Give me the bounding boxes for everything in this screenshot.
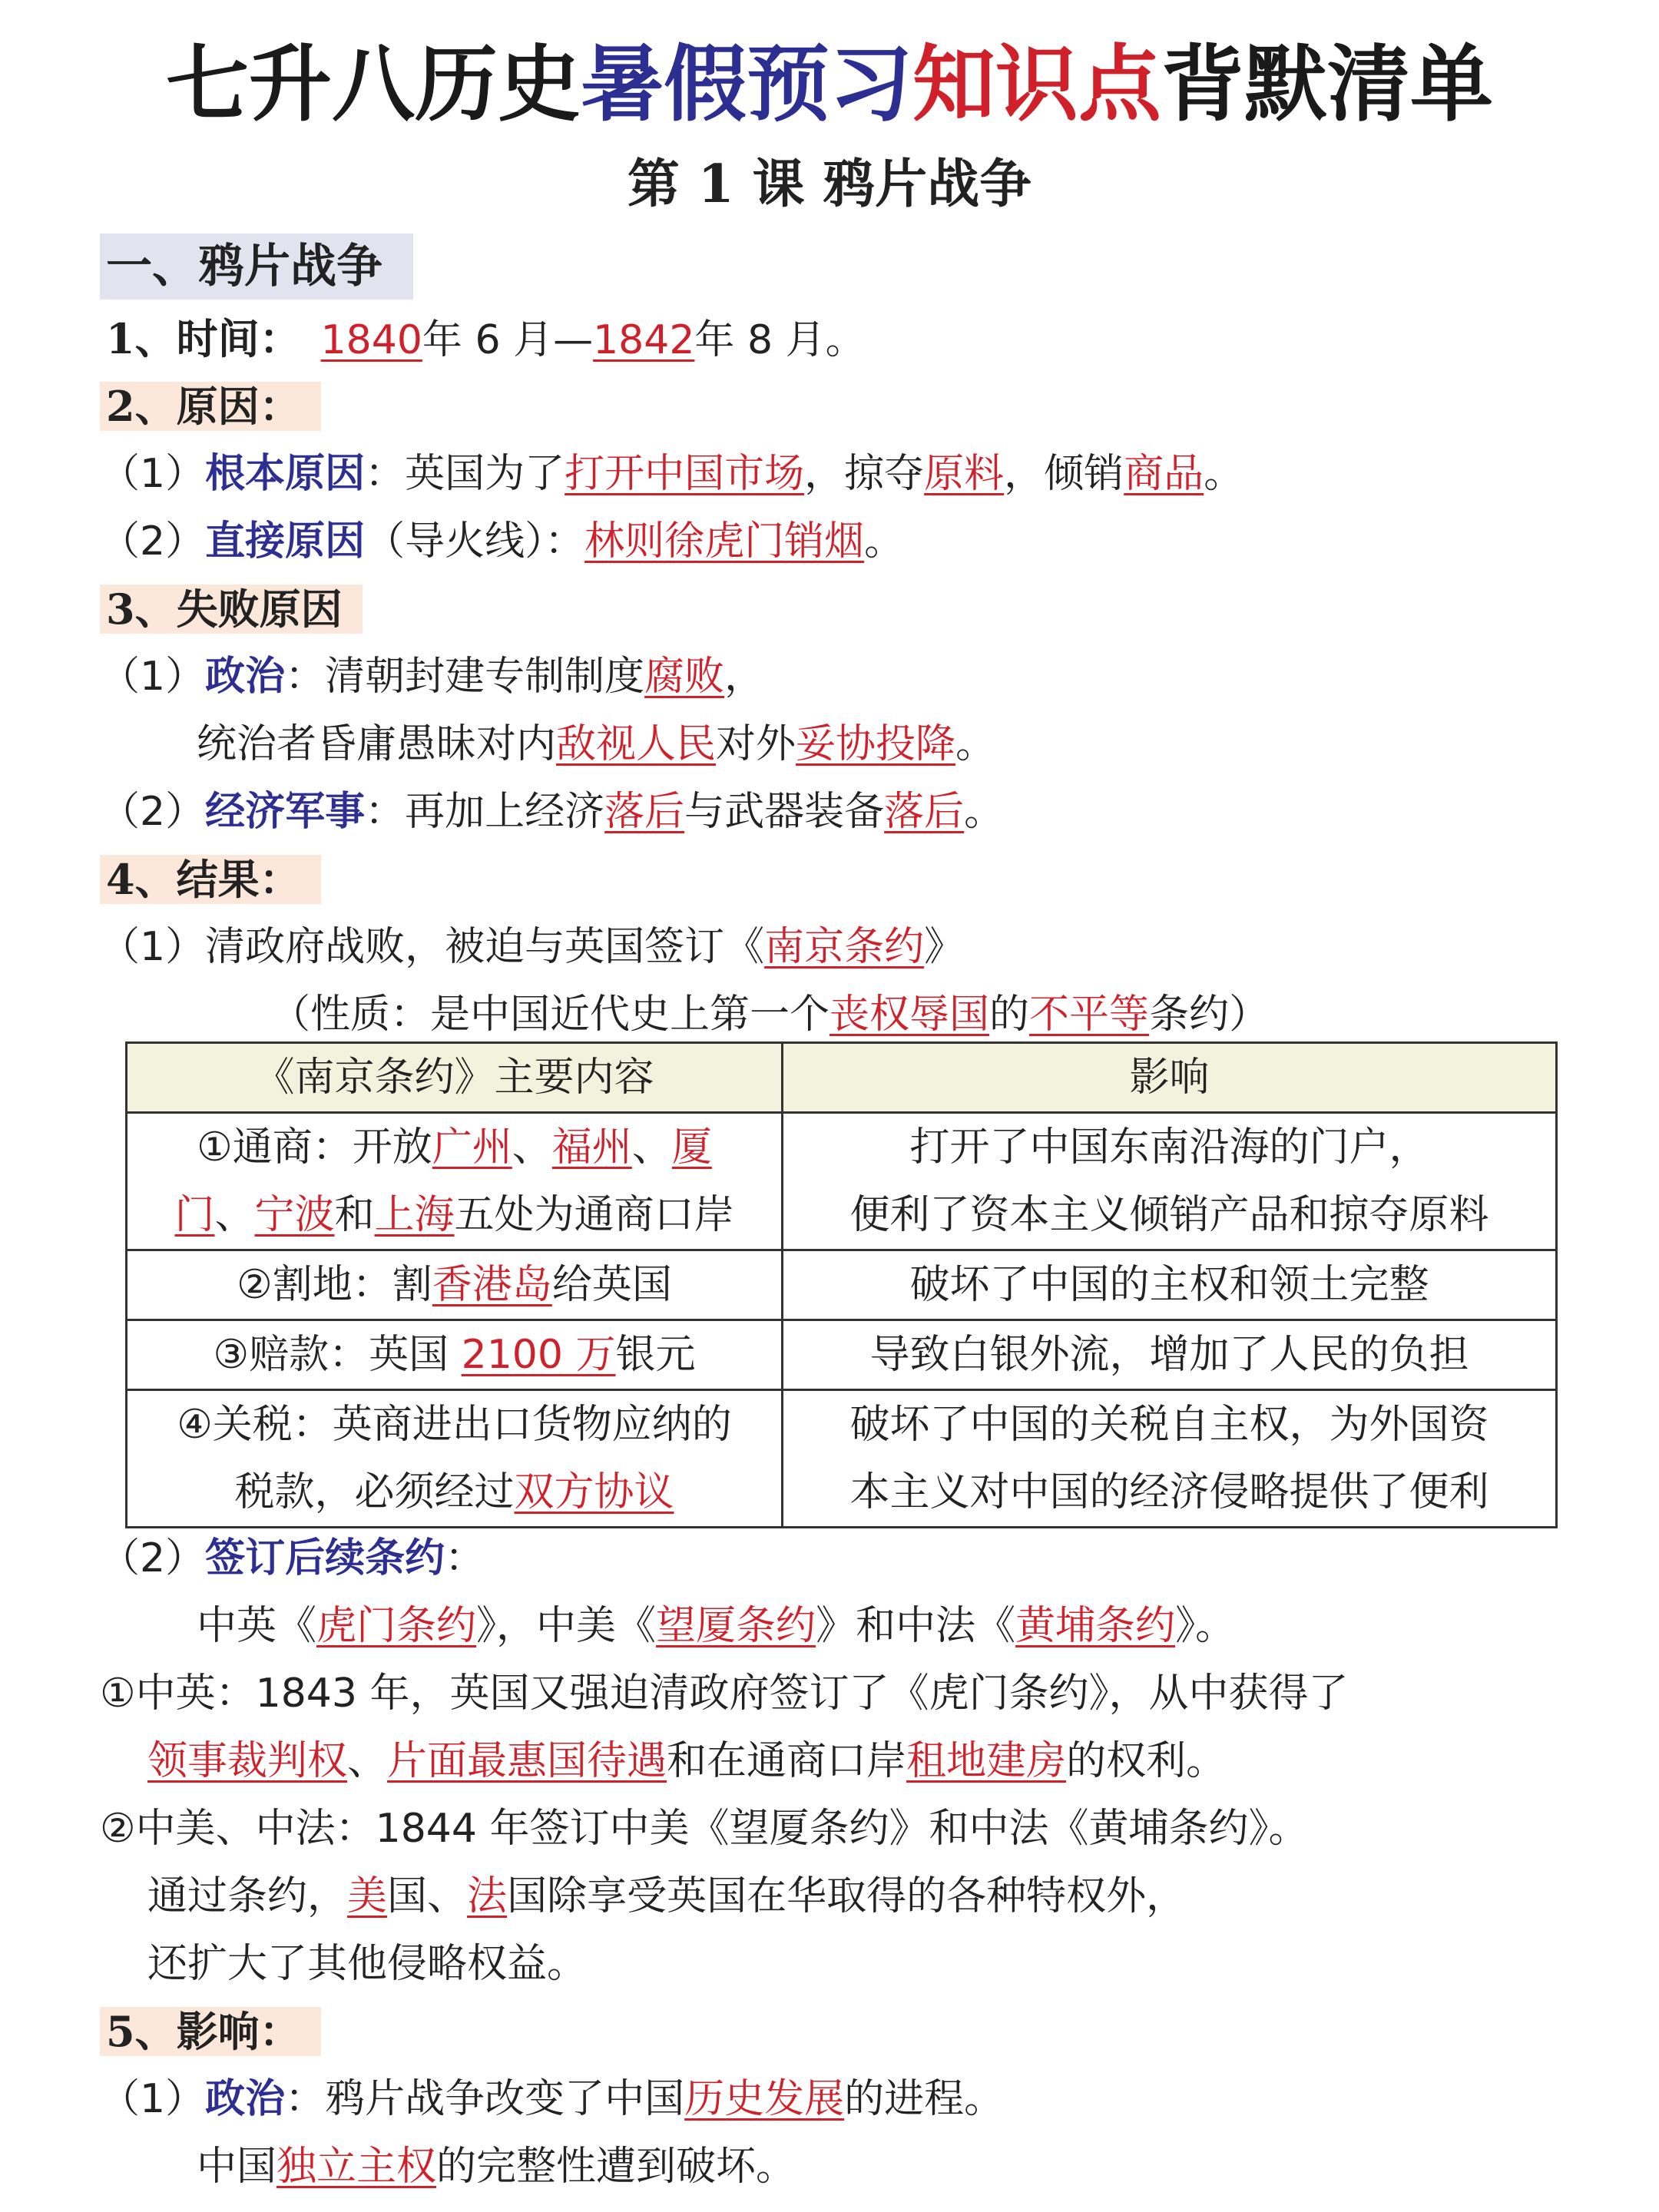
treaty-line: （1）清政府战败，被迫与英国签订《南京条约》 [100, 924, 965, 970]
table-header-row [127, 1043, 1557, 1113]
treaty-nature-line: （性质：是中国近代史上第一个丧权辱国的不平等条约） [270, 992, 1270, 1038]
cause-heading: 2、原因： [100, 378, 321, 436]
economic-failure-line: （2）经济军事：再加上经济落后与武器装备落后。 [100, 788, 1005, 835]
political-failure-line: （1）政治：清朝封建专制制度腐败， [100, 653, 765, 700]
direct-cause-line: （2）直接原因（导火线）：林则徐虎门销烟。 [100, 518, 905, 565]
table-cell: 打开了中国东南沿海的门户， 便利了资本主义倾销产品和掠夺原料 [783, 1113, 1557, 1250]
us-fr-rights-line: 通过条约，美国、法国除享受英国在华取得的各种特权外， [147, 1873, 1187, 1919]
table-row [127, 1113, 1557, 1250]
uk-treaty-rights-line: 领事裁判权、片面最惠国待遇和在通商口岸租地建房的权利。 [147, 1738, 1227, 1784]
lesson-title: 第 1 课 鸦片战争 [627, 154, 1032, 215]
root-cause-line: （1）根本原因：英国为了打开中国市场，掠夺原料，倾销商品。 [100, 450, 1244, 497]
table-row [127, 1390, 1557, 1528]
table-header-content: 《南京条约》主要内容 [127, 1043, 783, 1113]
political-failure-line-2: 统治者昏庸愚昧对内敌视人民对外妥协投降。 [197, 721, 996, 767]
impact-heading: 5、影响： [100, 2003, 321, 2061]
treaty-names-line: 中英《虎门条约》，中美《望厦条约》和中法《黄埔条约》。 [197, 1603, 1236, 1649]
table-cell: ③赔款：英国 2100 万银元 [127, 1320, 783, 1390]
document-title: 七升八历史暑假预习知识点背默清单 [165, 36, 1494, 133]
table-cell: ②割地：割香港岛给英国 [127, 1250, 783, 1320]
political-impact-line-2: 中国独立主权的完整性遭到破坏。 [197, 2144, 796, 2190]
political-impact-line: （1）政治：鸦片战争改变了中国历史发展的进程。 [100, 2075, 1005, 2122]
table-cell: ④关税：英商进出口货物应纳的 税款，必须经过双方协议 [127, 1390, 783, 1528]
result-heading: 4、结果： [100, 851, 321, 909]
table-cell: 导致白银外流，增加了人民的负担 [783, 1320, 1557, 1390]
table-cell: ①通商：开放广州、福州、厦 门、宁波和上海五处为通商口岸 [127, 1113, 783, 1250]
table-header-impact: 影响 [783, 1043, 1557, 1113]
table-row [127, 1250, 1557, 1320]
uk-treaty-line: ①中英：1843 年，英国又强迫清政府签订了《虎门条约》，从中获得了 [100, 1671, 1349, 1717]
table-cell: 破坏了中国的主权和领土完整 [783, 1250, 1557, 1320]
time-line: 1、时间： 1840年 6 月—1842年 8 月。 [106, 314, 866, 363]
failure-heading: 3、失败原因 [100, 581, 363, 639]
table-cell: 破坏了中国的关税自主权，为外国资 本主义对中国的经济侵略提供了便利 [783, 1390, 1557, 1528]
section-heading: 一、鸦片战争 [100, 228, 413, 307]
table-row [127, 1320, 1557, 1390]
us-fr-treaty-line: ②中美、中法：1844 年签订中美《望厦条约》和中法《黄埔条约》。 [100, 1806, 1309, 1852]
us-fr-rights-line-2: 还扩大了其他侵略权益。 [147, 1941, 588, 1987]
subsequent-treaties-line: （2）签订后续条约： [100, 1535, 485, 1581]
nanjing-treaty-table [125, 1041, 1558, 1528]
